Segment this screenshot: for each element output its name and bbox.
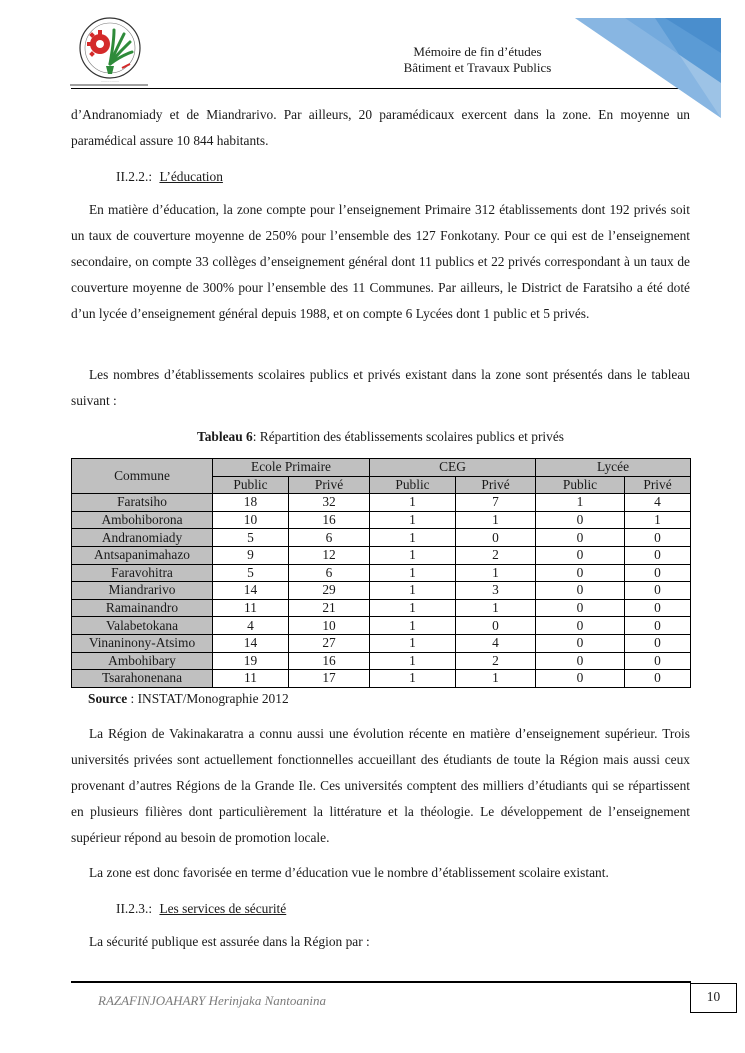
header-group-lycee: Lycée	[536, 459, 691, 477]
value-cell: 11	[213, 670, 289, 688]
value-cell: 21	[289, 599, 370, 617]
paragraph-university: La Région de Vakinakaratra a connu aussi une évolution récente en matière d’enseignement supérieur. Trois universités privées sont actuellement fonctionnelles accueillant des étudiants de toute la Région mais aussi ceux provenant d’autres Régions de la Grande Ile. Ces universités comptent des milliers d’étudiants qui se répartissent en plusieurs filières dont particulièrement la littérature et la théologie. Le développement de l’enseignement supérieur répond au besoin de promotion locale.	[71, 726, 690, 845]
value-cell: 1	[456, 599, 536, 617]
table-row	[72, 599, 691, 617]
value-cell: 0	[625, 564, 691, 582]
value-cell: 0	[625, 634, 691, 652]
value-cell: 12	[289, 546, 370, 564]
value-cell: 1	[370, 582, 456, 600]
value-cell: 3	[456, 582, 536, 600]
table-row	[72, 652, 691, 670]
commune-cell: Ramainandro	[72, 599, 213, 617]
commune-cell: Ambohibary	[72, 652, 213, 670]
value-cell: 4	[625, 494, 691, 512]
value-cell: 16	[289, 652, 370, 670]
header-group-primaire: Ecole Primaire	[213, 459, 370, 477]
value-cell: 1	[370, 494, 456, 512]
commune-cell: Andranomiady	[72, 529, 213, 547]
value-cell: 1	[370, 529, 456, 547]
commune-cell: Antsapanimahazo	[72, 546, 213, 564]
value-cell: 1	[370, 652, 456, 670]
source-text: : INSTAT/Monographie 2012	[127, 691, 289, 706]
table-row	[72, 546, 691, 564]
value-cell: 11	[213, 599, 289, 617]
value-cell: 1	[456, 564, 536, 582]
value-cell: 0	[625, 670, 691, 688]
value-cell: 0	[625, 599, 691, 617]
commune-cell: Vinaninony-Atsimo	[72, 634, 213, 652]
value-cell: 17	[289, 670, 370, 688]
section-title: L’éducation	[159, 169, 223, 184]
section-heading-security	[116, 900, 286, 918]
value-cell: 0	[536, 546, 625, 564]
value-cell: 18	[213, 494, 289, 512]
value-cell: 0	[456, 617, 536, 635]
subheader-cell: Privé	[289, 476, 370, 494]
subheader-cell: Public	[536, 476, 625, 494]
page-number: 10	[690, 983, 737, 1013]
value-cell: 1	[370, 564, 456, 582]
section-number: II.2.3.:	[116, 901, 153, 916]
value-cell: 0	[536, 599, 625, 617]
caption-label: Tableau 6	[197, 429, 253, 444]
value-cell: 27	[289, 634, 370, 652]
value-cell: 1	[370, 599, 456, 617]
source-label: Source	[88, 691, 128, 706]
value-cell: 7	[456, 494, 536, 512]
value-cell: 0	[625, 617, 691, 635]
header-title-line1: Mémoire de fin d’études	[413, 44, 542, 59]
value-cell: 1	[370, 617, 456, 635]
table-row	[72, 529, 691, 547]
commune-cell: Faratsiho	[72, 494, 213, 512]
paragraph-conclusion: La zone est donc favorisée en terme d’éducation vue le nombre d’établissement scolaire existant.	[89, 865, 609, 880]
value-cell: 0	[536, 529, 625, 547]
value-cell: 2	[456, 652, 536, 670]
value-cell: 4	[456, 634, 536, 652]
table-caption	[71, 428, 690, 446]
schools-table	[71, 458, 691, 688]
commune-cell: Valabetokana	[72, 617, 213, 635]
value-cell: 5	[213, 529, 289, 547]
commune-cell: Miandrarivo	[72, 582, 213, 600]
value-cell: 29	[289, 582, 370, 600]
value-cell: 0	[625, 529, 691, 547]
table-row	[72, 617, 691, 635]
value-cell: 4	[213, 617, 289, 635]
subheader-cell: Privé	[625, 476, 691, 494]
paragraph-intro: d’Andranomiady et de Miandrarivo. Par ailleurs, 20 paramédicaux exercent dans la zone. En moyenne un paramédical assure 10 844 habitants.	[71, 107, 690, 148]
value-cell: 14	[213, 634, 289, 652]
subheader-cell: Public	[213, 476, 289, 494]
value-cell: 0	[536, 652, 625, 670]
value-cell: 0	[536, 564, 625, 582]
caption-text: : Répartition des établissements scolaires publics et privés	[252, 429, 564, 444]
table-row	[72, 494, 691, 512]
section-number: II.2.2.:	[116, 169, 153, 184]
value-cell: 32	[289, 494, 370, 512]
svg-text:·················: ·················	[100, 80, 120, 84]
value-cell: 19	[213, 652, 289, 670]
section-heading-education	[116, 168, 223, 186]
commune-cell: Tsarahonenana	[72, 670, 213, 688]
value-cell: 0	[625, 546, 691, 564]
section-title: Les services de sécurité	[159, 901, 287, 916]
value-cell: 2	[456, 546, 536, 564]
subheader-cell: Public	[370, 476, 456, 494]
value-cell: 0	[536, 582, 625, 600]
header-group-ceg: CEG	[370, 459, 536, 477]
table-row	[72, 582, 691, 600]
table-row	[72, 634, 691, 652]
value-cell: 10	[289, 617, 370, 635]
commune-cell: Ambohiborona	[72, 511, 213, 529]
value-cell: 9	[213, 546, 289, 564]
value-cell: 0	[625, 652, 691, 670]
value-cell: 0	[536, 511, 625, 529]
value-cell: 14	[213, 582, 289, 600]
footer-divider	[71, 981, 691, 983]
value-cell: 0	[536, 634, 625, 652]
table-header-row	[72, 459, 691, 477]
paragraph-education: En matière d’éducation, la zone compte pour l’enseignement Primaire 312 établissements dont 192 privés soit un taux de couverture moyenne de 250% pour l’ensemble des 127 Fonkotany. Pour ce qui est de l’enseignement secondaire, on compte 33 collèges d’enseignement général dont 11 publics et 22 privés correspondant à un taux de couverture moyenne de 300% pour l’ensemble des 11 Communes. Par ailleurs, le District de Faratsiho a été doté d’un lycée d’enseignement général depuis 1988, et on compte 6 Lycées dont 1 public et 5 privés.	[71, 202, 690, 321]
value-cell: 16	[289, 511, 370, 529]
value-cell: 5	[213, 564, 289, 582]
value-cell: 0	[536, 670, 625, 688]
value-cell: 6	[289, 564, 370, 582]
header-commune: Commune	[72, 459, 213, 494]
value-cell: 1	[456, 670, 536, 688]
table-row	[72, 670, 691, 688]
value-cell: 1	[536, 494, 625, 512]
paragraph-table-intro: Les nombres d’établissements scolaires publics et privés existant dans la zone sont présentés dans le tableau suivant :	[71, 367, 690, 408]
value-cell: 1	[370, 511, 456, 529]
value-cell: 1	[625, 511, 691, 529]
header-title-line2: Bâtiment et Travaux Publics	[403, 60, 552, 75]
value-cell: 10	[213, 511, 289, 529]
value-cell: 1	[456, 511, 536, 529]
value-cell: 0	[536, 617, 625, 635]
value-cell: 6	[289, 529, 370, 547]
subheader-cell: Privé	[456, 476, 536, 494]
institution-logo-icon	[68, 12, 153, 90]
table-row	[72, 511, 691, 529]
table-source	[88, 690, 289, 708]
value-cell: 0	[456, 529, 536, 547]
value-cell: 1	[370, 634, 456, 652]
paragraph-security: La sécurité publique est assurée dans la Région par :	[89, 934, 370, 949]
value-cell: 1	[370, 546, 456, 564]
commune-cell: Faravohitra	[72, 564, 213, 582]
value-cell: 0	[625, 582, 691, 600]
table-row	[72, 564, 691, 582]
value-cell: 1	[370, 670, 456, 688]
footer-author: RAZAFINJOAHARY Herinjaka Nantoanina	[98, 993, 326, 1008]
